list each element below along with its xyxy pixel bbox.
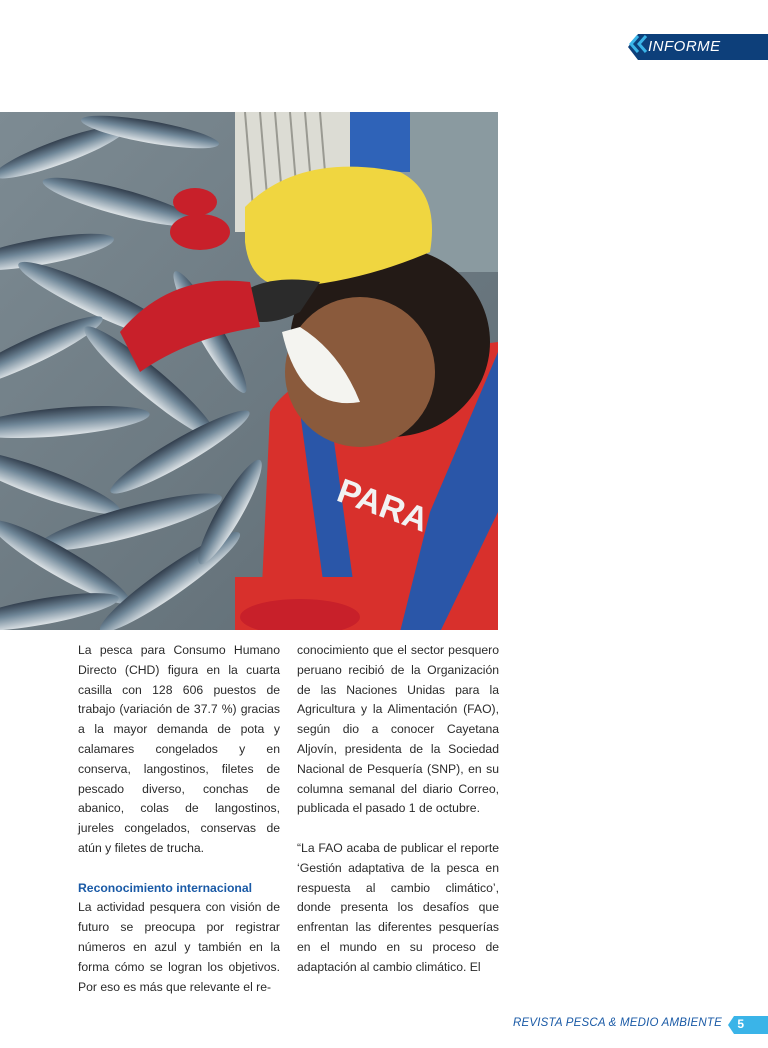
article-paragraph: La pesca para Consumo Humano Directo (CHD) figura en la cuarta casilla con 128 606 puestos de trabajo (variación de 37.7 %) gracias a la mayor demanda de pota y calamares congelados y en conserva, langostinos, filetes de pescado diverso, conchas de abanico, colas de langostinos, jureles congelados, conservas de atún y filetes de trucha.	[78, 643, 280, 855]
section-tab	[628, 34, 768, 60]
article-paragraph: conocimiento que el sector pesquero peruano recibió de la Organización de las Naciones Unidas para la Agricultura y la Alimentación (FAO), según dio a conocer Cayetana Aljovín, presidenta de la Sociedad Nacional de Pesquería (SNP), en su columna semanal del diario Correo, publicada el pasado 1 de octubre.	[297, 643, 499, 816]
article-photo	[0, 112, 498, 630]
section-label: INFORME	[648, 38, 721, 55]
article-paragraph: La actividad pesquera con visión de futuro se preocupa por registrar números en azul y también en la forma cómo se logran los objetivos. Por eso es más que relevante el re-	[78, 900, 280, 994]
shirt-print-text: PARA	[332, 471, 434, 540]
page-footer	[500, 1016, 768, 1034]
article-column-right	[297, 641, 499, 978]
section-subheading: Reconocimiento internacional	[78, 880, 253, 895]
article-column-left	[78, 641, 280, 997]
page-number-badge	[728, 1016, 768, 1034]
page-number: 5	[737, 1017, 744, 1031]
magazine-name: REVISTA PESCA & MEDIO AMBIENTE	[513, 1017, 722, 1029]
article-paragraph: “La FAO acaba de publicar el reporte ‘Gestión adaptativa de la pesca en respuesta al cambio climático’, donde presenta los desafíos que enfrentan las diferentes pesquerías en el mundo en su proceso de adaptación al cambio climático. El	[297, 840, 499, 974]
fish-workers-image	[0, 112, 498, 630]
double-chevron-left-icon	[628, 34, 650, 54]
